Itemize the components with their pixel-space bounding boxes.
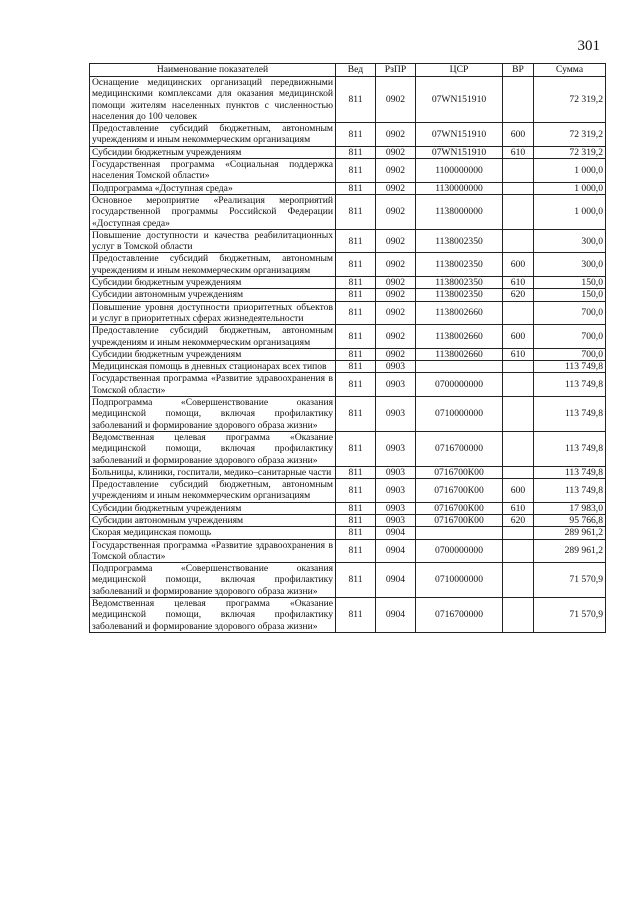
cell-vr <box>503 373 534 397</box>
table-row <box>90 77 606 123</box>
table-row <box>90 348 606 360</box>
cell-sum: 300,0 <box>534 229 606 253</box>
cell-name: Подпрограмма «Доступная среда» <box>90 182 336 194</box>
cell-sum: 150,0 <box>534 289 606 301</box>
cell-rzpr: 0902 <box>376 77 416 123</box>
cell-sum: 113 749,8 <box>534 361 606 373</box>
cell-rzpr: 0902 <box>376 277 416 289</box>
cell-sum: 71 570,9 <box>534 563 606 598</box>
cell-rzpr: 0903 <box>376 514 416 526</box>
cell-sum: 72 319,2 <box>534 146 606 158</box>
cell-sum: 95 766,8 <box>534 514 606 526</box>
table-row <box>90 527 606 539</box>
cell-vr: 600 <box>503 123 534 147</box>
cell-vr <box>503 598 534 633</box>
cell-ved: 811 <box>336 289 376 301</box>
cell-rzpr: 0902 <box>376 146 416 158</box>
cell-sum: 113 749,8 <box>534 397 606 432</box>
cell-sum: 700,0 <box>534 348 606 360</box>
cell-vr: 600 <box>503 479 534 503</box>
cell-rzpr: 0903 <box>376 431 416 466</box>
cell-rzpr: 0902 <box>376 289 416 301</box>
cell-csr: 0716700К00 <box>416 502 503 514</box>
table-row <box>90 479 606 503</box>
cell-vr <box>503 77 534 123</box>
cell-ved: 811 <box>336 253 376 277</box>
cell-rzpr: 0904 <box>376 563 416 598</box>
cell-vr <box>503 431 534 466</box>
cell-name: Больницы, клиники, госпитали, медико–санитарные части <box>90 466 336 478</box>
cell-ved: 811 <box>336 229 376 253</box>
cell-sum: 700,0 <box>534 301 606 325</box>
cell-ved: 811 <box>336 77 376 123</box>
cell-csr: 0716700К00 <box>416 514 503 526</box>
cell-sum: 72 319,2 <box>534 123 606 147</box>
cell-sum: 113 749,8 <box>534 466 606 478</box>
cell-rzpr: 0903 <box>376 466 416 478</box>
cell-sum: 72 319,2 <box>534 77 606 123</box>
cell-csr: 1130000000 <box>416 182 503 194</box>
cell-name: Субсидии бюджетным учреждениям <box>90 277 336 289</box>
table-row <box>90 514 606 526</box>
cell-rzpr: 0904 <box>376 539 416 563</box>
cell-name: Скорая медицинская помощь <box>90 527 336 539</box>
cell-name: Повышение уровня доступности приоритетных объектов и услуг в приоритетных сферах жизнедеятельности <box>90 301 336 325</box>
table-row <box>90 182 606 194</box>
cell-csr: 0716700К00 <box>416 479 503 503</box>
table-row <box>90 229 606 253</box>
header-name: Наименование показателей <box>90 64 336 77</box>
table-row <box>90 598 606 633</box>
cell-rzpr: 0902 <box>376 229 416 253</box>
cell-csr: 1138002660 <box>416 348 503 360</box>
cell-rzpr: 0903 <box>376 373 416 397</box>
cell-sum: 113 749,8 <box>534 479 606 503</box>
table-row <box>90 563 606 598</box>
cell-ved: 811 <box>336 527 376 539</box>
cell-sum: 300,0 <box>534 253 606 277</box>
cell-ved: 811 <box>336 301 376 325</box>
cell-vr <box>503 466 534 478</box>
cell-sum: 71 570,9 <box>534 598 606 633</box>
table-row <box>90 194 606 229</box>
cell-csr: 1138002350 <box>416 277 503 289</box>
cell-rzpr: 0902 <box>376 348 416 360</box>
cell-csr: 0716700К00 <box>416 466 503 478</box>
cell-ved: 811 <box>336 146 376 158</box>
cell-sum: 1 000,0 <box>534 194 606 229</box>
cell-name: Государственная программа «Развитие здравоохранения в Томской области» <box>90 539 336 563</box>
cell-rzpr: 0903 <box>376 479 416 503</box>
cell-csr: 0700000000 <box>416 539 503 563</box>
cell-sum: 113 749,8 <box>534 373 606 397</box>
cell-csr: 07WN151910 <box>416 77 503 123</box>
cell-vr <box>503 563 534 598</box>
cell-csr: 1138002660 <box>416 301 503 325</box>
header-rzpr: РзПР <box>376 64 416 77</box>
cell-ved: 811 <box>336 479 376 503</box>
cell-name: Субсидии бюджетным учреждениям <box>90 146 336 158</box>
cell-vr: 610 <box>503 348 534 360</box>
table-header-row <box>90 64 606 77</box>
cell-vr: 610 <box>503 146 534 158</box>
cell-ved: 811 <box>336 277 376 289</box>
cell-ved: 811 <box>336 502 376 514</box>
cell-name: Медицинская помощь в дневных стационарах всех типов <box>90 361 336 373</box>
cell-rzpr: 0902 <box>376 253 416 277</box>
cell-rzpr: 0904 <box>376 598 416 633</box>
table-row <box>90 466 606 478</box>
cell-sum: 17 983,0 <box>534 502 606 514</box>
cell-vr <box>503 182 534 194</box>
cell-csr: 1100000000 <box>416 159 503 183</box>
cell-ved: 811 <box>336 159 376 183</box>
cell-vr: 600 <box>503 325 534 349</box>
cell-csr: 1138002350 <box>416 289 503 301</box>
cell-name: Ведомственная целевая программа «Оказание медицинской помощи, включая профилактику заболеваний и формирование здорового образа жизни» <box>90 598 336 633</box>
table-row <box>90 253 606 277</box>
table-row <box>90 325 606 349</box>
cell-rzpr: 0902 <box>376 325 416 349</box>
cell-name: Подпрограмма «Совершенствование оказания медицинской помощи, включая профилактику заболеваний и формирование здорового образа жизни» <box>90 563 336 598</box>
cell-ved: 811 <box>336 539 376 563</box>
table-row <box>90 289 606 301</box>
cell-ved: 811 <box>336 397 376 432</box>
cell-sum: 289 961,2 <box>534 539 606 563</box>
cell-name: Государственная программа «Социальная поддержка населения Томской области» <box>90 159 336 183</box>
cell-sum: 1 000,0 <box>534 159 606 183</box>
cell-vr: 610 <box>503 277 534 289</box>
cell-name: Субсидии бюджетным учреждениям <box>90 348 336 360</box>
table-body <box>90 77 606 633</box>
cell-name: Повышение доступности и качества реабилитационных услуг в Томской области <box>90 229 336 253</box>
cell-ved: 811 <box>336 361 376 373</box>
table-row <box>90 431 606 466</box>
cell-csr: 0716700000 <box>416 598 503 633</box>
cell-ved: 811 <box>336 348 376 360</box>
header-vr: ВР <box>503 64 534 77</box>
cell-vr <box>503 301 534 325</box>
cell-csr <box>416 361 503 373</box>
cell-ved: 811 <box>336 563 376 598</box>
cell-csr: 0710000000 <box>416 563 503 598</box>
page-number: 301 <box>577 38 600 54</box>
cell-name: Субсидии автономным учреждениям <box>90 514 336 526</box>
table-row <box>90 361 606 373</box>
cell-csr: 1138002660 <box>416 325 503 349</box>
cell-vr <box>503 194 534 229</box>
table-row <box>90 539 606 563</box>
header-csr: ЦСР <box>416 64 503 77</box>
cell-sum: 289 961,2 <box>534 527 606 539</box>
cell-vr <box>503 527 534 539</box>
cell-ved: 811 <box>336 373 376 397</box>
cell-ved: 811 <box>336 325 376 349</box>
cell-name: Субсидии бюджетным учреждениям <box>90 502 336 514</box>
cell-csr: 1138002350 <box>416 253 503 277</box>
cell-rzpr: 0902 <box>376 159 416 183</box>
cell-rzpr: 0903 <box>376 397 416 432</box>
cell-name: Оснащение медицинских организаций передвижными медицинскими комплексами для оказания медицинской помощи жителям населенных пунктов с численностью населения до 100 человек <box>90 77 336 123</box>
cell-ved: 811 <box>336 123 376 147</box>
cell-rzpr: 0902 <box>376 301 416 325</box>
cell-csr: 0716700000 <box>416 431 503 466</box>
table-row <box>90 277 606 289</box>
cell-name: Предоставление субсидий бюджетным, автономным учреждениям и иным некоммерческим организациям <box>90 123 336 147</box>
cell-name: Ведомственная целевая программа «Оказание медицинской помощи, включая профилактику заболеваний и формирование здорового образа жизни» <box>90 431 336 466</box>
cell-ved: 811 <box>336 182 376 194</box>
cell-vr <box>503 159 534 183</box>
cell-rzpr: 0902 <box>376 182 416 194</box>
cell-vr <box>503 539 534 563</box>
cell-ved: 811 <box>336 431 376 466</box>
table-row <box>90 123 606 147</box>
cell-vr: 620 <box>503 514 534 526</box>
cell-name: Предоставление субсидий бюджетным, автономным учреждениям и иным некоммерческим организациям <box>90 325 336 349</box>
cell-name: Государственная программа «Развитие здравоохранения в Томской области» <box>90 373 336 397</box>
cell-vr: 600 <box>503 253 534 277</box>
cell-csr: 0700000000 <box>416 373 503 397</box>
header-sum: Сумма <box>534 64 606 77</box>
cell-rzpr: 0902 <box>376 194 416 229</box>
table-row <box>90 502 606 514</box>
table-row <box>90 397 606 432</box>
cell-rzpr: 0904 <box>376 527 416 539</box>
table-row <box>90 146 606 158</box>
cell-csr: 1138000000 <box>416 194 503 229</box>
cell-csr: 07WN151910 <box>416 146 503 158</box>
cell-rzpr: 0902 <box>376 123 416 147</box>
cell-csr: 07WN151910 <box>416 123 503 147</box>
cell-csr <box>416 527 503 539</box>
cell-name: Предоставление субсидий бюджетным, автономным учреждениям и иным некоммерческим организациям <box>90 479 336 503</box>
cell-rzpr: 0903 <box>376 361 416 373</box>
cell-ved: 811 <box>336 194 376 229</box>
cell-name: Подпрограмма «Совершенствование оказания медицинской помощи, включая профилактику заболеваний и формирование здорового образа жизни» <box>90 397 336 432</box>
cell-ved: 811 <box>336 598 376 633</box>
cell-name: Основное мероприятие «Реализация мероприятий государственной программы Российской Федерации «Доступная среда» <box>90 194 336 229</box>
cell-csr: 0710000000 <box>416 397 503 432</box>
cell-sum: 150,0 <box>534 277 606 289</box>
cell-name: Субсидии автономным учреждениям <box>90 289 336 301</box>
cell-vr <box>503 361 534 373</box>
table-row <box>90 301 606 325</box>
cell-sum: 1 000,0 <box>534 182 606 194</box>
cell-sum: 700,0 <box>534 325 606 349</box>
header-ved: Вед <box>336 64 376 77</box>
table-row <box>90 373 606 397</box>
cell-sum: 113 749,8 <box>534 431 606 466</box>
table-row <box>90 159 606 183</box>
cell-name: Предоставление субсидий бюджетным, автономным учреждениям и иным некоммерческим организациям <box>90 253 336 277</box>
cell-vr <box>503 397 534 432</box>
cell-vr: 620 <box>503 289 534 301</box>
cell-rzpr: 0903 <box>376 502 416 514</box>
cell-vr: 610 <box>503 502 534 514</box>
cell-csr: 1138002350 <box>416 229 503 253</box>
cell-vr <box>503 229 534 253</box>
cell-ved: 811 <box>336 514 376 526</box>
budget-table <box>89 63 606 633</box>
cell-ved: 811 <box>336 466 376 478</box>
